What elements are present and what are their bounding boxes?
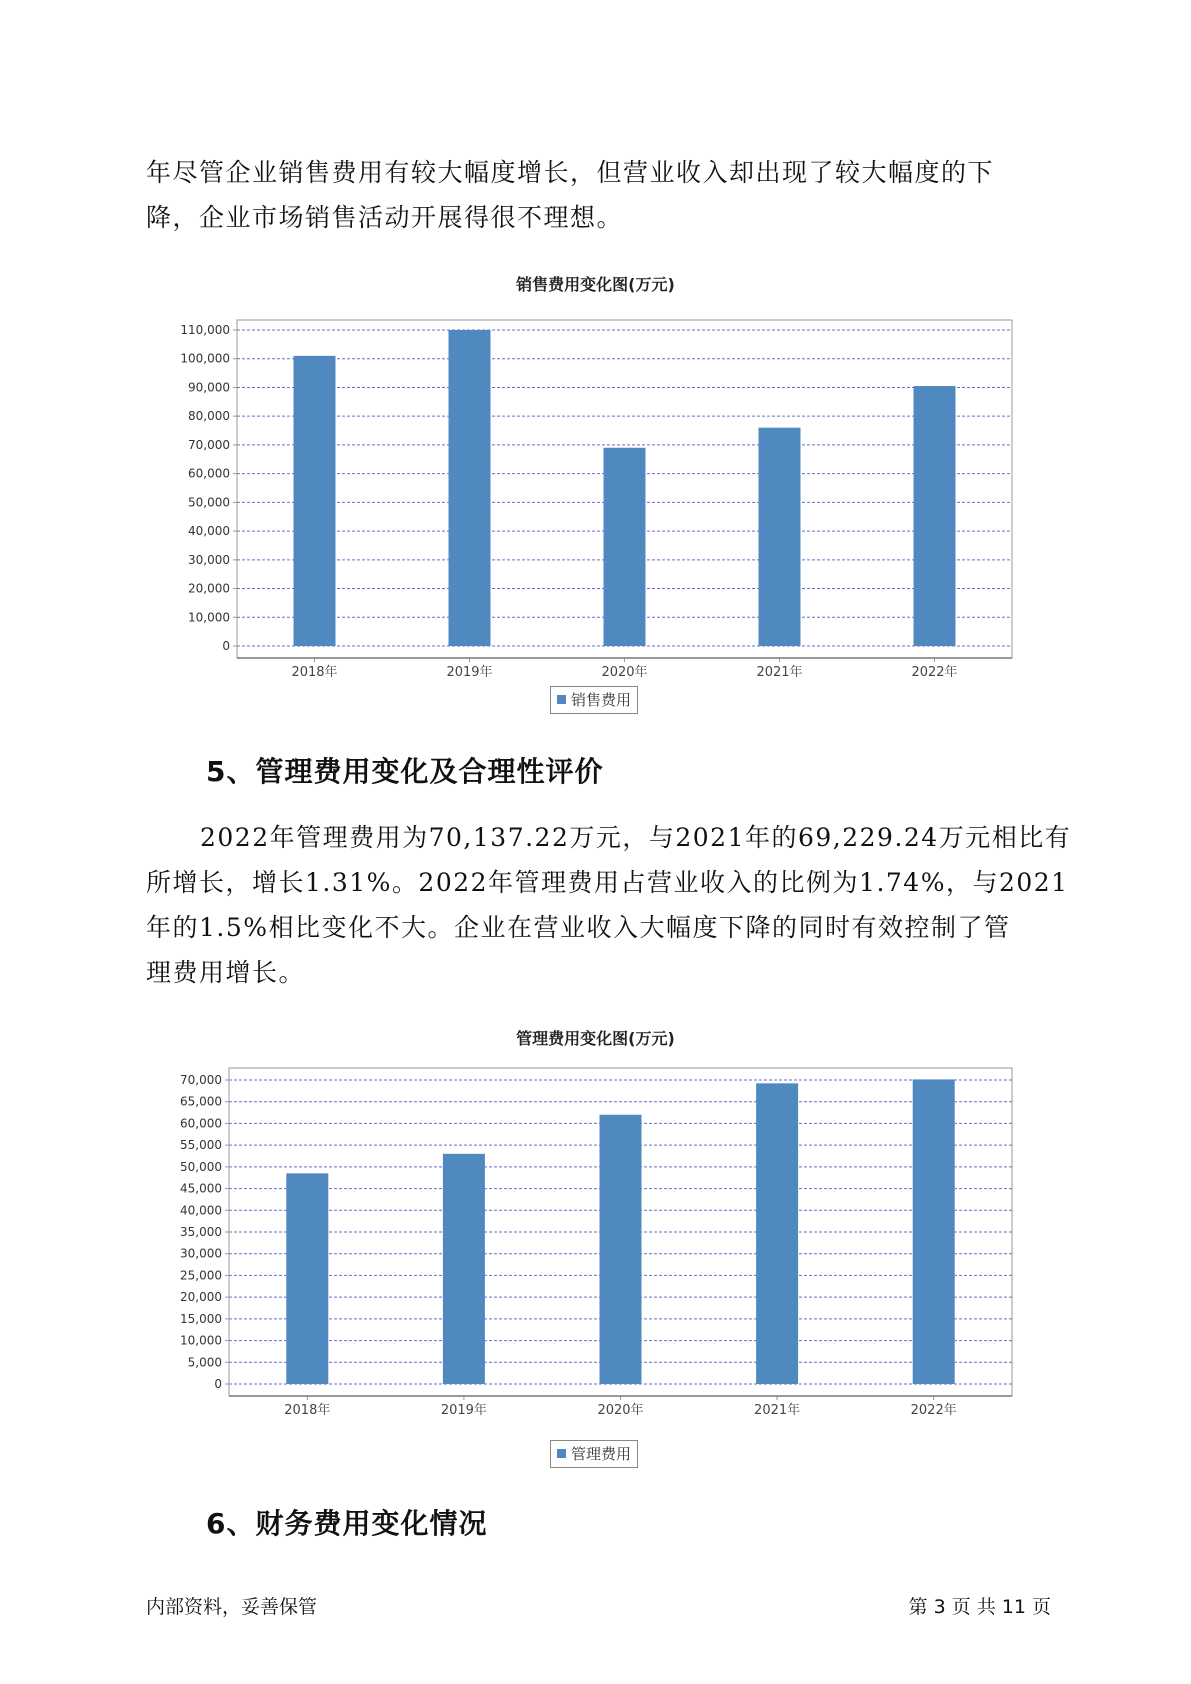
y-tick-label: 30,000 <box>180 1246 222 1261</box>
y-tick-label: 60,000 <box>188 466 230 481</box>
y-tick-label: 55,000 <box>180 1138 222 1153</box>
y-tick-label: 50,000 <box>188 495 230 510</box>
bar-2018年 <box>294 356 336 646</box>
x-tick-label: 2022年 <box>910 1403 957 1418</box>
bar-2020年 <box>600 1115 642 1384</box>
y-tick-label: 0 <box>214 1377 222 1391</box>
section-heading: 5、管理费用变化及合理性评价 <box>206 755 604 788</box>
admin-expense-plot <box>0 1022 1191 1482</box>
y-tick-label: 10,000 <box>188 610 230 625</box>
y-tick-label: 30,000 <box>188 552 230 567</box>
x-tick-label: 2019年 <box>440 1403 487 1418</box>
chart-title: 管理费用变化图(万元) <box>516 1029 675 1048</box>
y-tick-label: 110,000 <box>180 323 230 337</box>
bar-2021年 <box>756 1083 798 1384</box>
x-tick-label: 2019年 <box>446 665 493 680</box>
y-tick-label: 65,000 <box>180 1094 222 1109</box>
y-tick-label: 20,000 <box>188 581 230 596</box>
chart-title: 销售费用变化图(万元) <box>516 275 675 294</box>
bar-2021年 <box>759 428 801 646</box>
legend-label: 管理费用 <box>571 1445 632 1463</box>
paragraph-line: 理费用增长。 <box>146 958 306 987</box>
y-tick-label: 90,000 <box>188 380 230 395</box>
y-tick-label: 70,000 <box>188 437 230 452</box>
bar-2020年 <box>604 448 646 646</box>
bar-2019年 <box>443 1154 485 1384</box>
y-tick-label: 35,000 <box>180 1225 222 1239</box>
legend-swatch <box>557 1449 566 1458</box>
x-tick-label: 2020年 <box>597 1403 644 1418</box>
bar-2019年 <box>449 330 491 646</box>
y-tick-label: 5,000 <box>187 1355 222 1370</box>
x-tick-label: 2021年 <box>754 1403 801 1418</box>
y-tick-label: 10,000 <box>180 1333 222 1348</box>
footer-page-number: 第 3 页 共 11 页 <box>908 1596 1051 1618</box>
x-tick-label: 2022年 <box>911 665 958 680</box>
y-tick-label: 70,000 <box>180 1073 222 1087</box>
y-tick-label: 40,000 <box>180 1203 222 1218</box>
y-tick-label: 45,000 <box>180 1181 222 1196</box>
intro-paragraph <box>146 150 1046 240</box>
section5-paragraph <box>146 815 1072 995</box>
sales-expense-chart <box>0 268 1191 728</box>
chart-legend <box>550 1440 638 1468</box>
legend-swatch <box>557 695 566 704</box>
x-tick-label: 2020年 <box>601 665 648 680</box>
y-tick-label: 60,000 <box>180 1116 222 1131</box>
section-heading: 6、财务费用变化情况 <box>206 1507 488 1540</box>
paragraph-line: 年尽管企业销售费用有较大幅度增长，但营业收入却出现了较大幅度的下 <box>146 158 995 187</box>
admin-expense-chart <box>0 1022 1191 1482</box>
y-tick-label: 15,000 <box>180 1311 222 1326</box>
y-tick-label: 0 <box>222 639 230 653</box>
y-tick-label: 25,000 <box>180 1268 222 1283</box>
paragraph-line: 年的1.5%相比变化不大。企业在营业收入大幅度下降的同时有效控制了管 <box>146 913 1011 942</box>
bar-2018年 <box>286 1173 328 1384</box>
y-tick-label: 50,000 <box>180 1159 222 1174</box>
paragraph-line: 降，企业市场销售活动开展得很不理想。 <box>146 203 624 232</box>
x-tick-label: 2018年 <box>284 1403 331 1418</box>
bar-2022年 <box>914 386 956 646</box>
x-tick-label: 2018年 <box>291 665 338 680</box>
paragraph-line: 所增长，增长1.31%。2022年管理费用占营业收入的比例为1.74%，与2021 <box>146 868 1069 897</box>
sales-expense-plot <box>0 268 1191 728</box>
footer-confidential-note: 内部资料，妥善保管 <box>146 1596 318 1618</box>
x-tick-label: 2021年 <box>756 665 803 680</box>
y-tick-label: 20,000 <box>180 1290 222 1305</box>
bar-2022年 <box>913 1079 955 1384</box>
paragraph-line: 2022年管理费用为70,137.22万元，与2021年的69,229.24万元相比有 <box>200 823 1072 852</box>
legend-label: 销售费用 <box>571 691 632 709</box>
chart-legend <box>550 686 638 714</box>
y-tick-label: 100,000 <box>180 351 230 366</box>
y-tick-label: 40,000 <box>188 524 230 539</box>
y-tick-label: 80,000 <box>188 409 230 424</box>
